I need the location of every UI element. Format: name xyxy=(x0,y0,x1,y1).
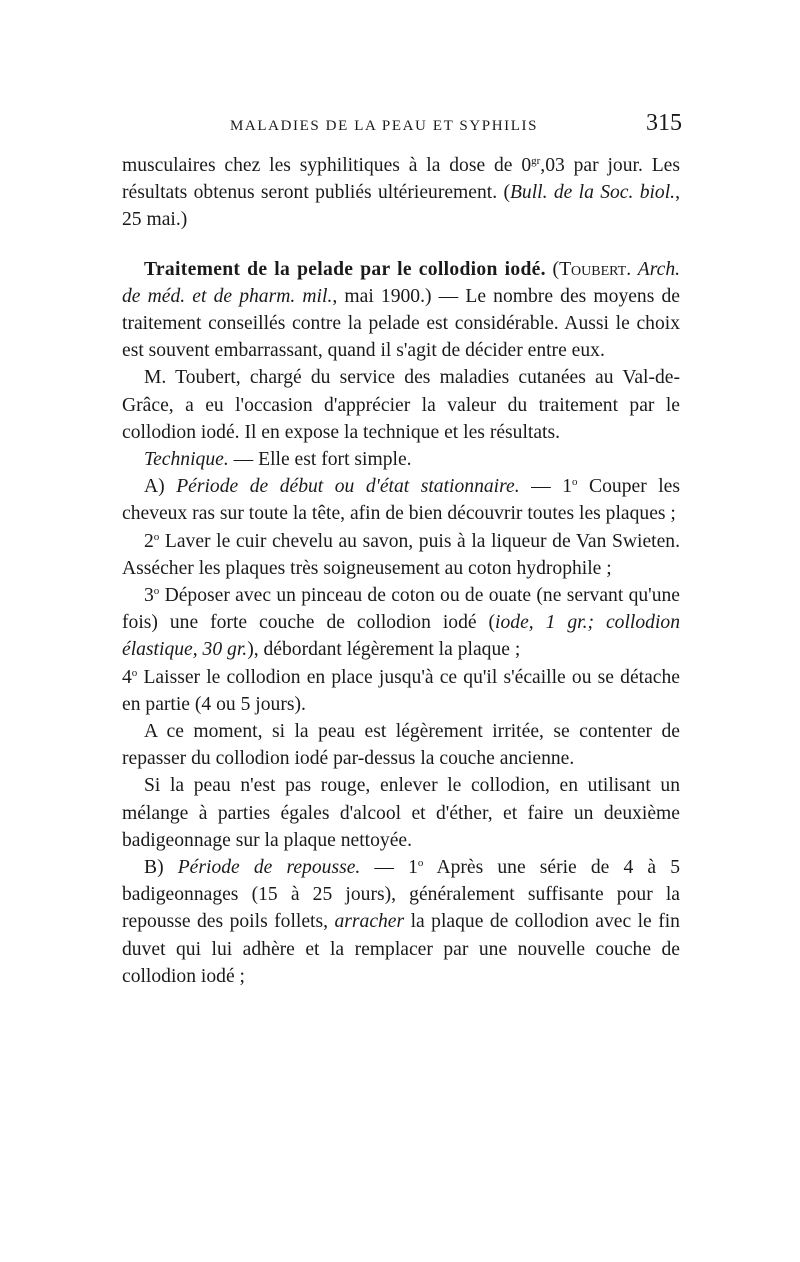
technique-label: Technique. xyxy=(144,449,229,471)
text-span: Déposer avec un pinceau de coton ou de ouate (ne servant qu'une fois) une forte couche de collodion iodé ( xyxy=(122,585,680,634)
article-paragraph xyxy=(122,256,680,365)
step-number: 3 xyxy=(144,585,154,607)
step-paragraph xyxy=(122,582,680,664)
page-number: 315 xyxy=(646,110,682,136)
text-span: musculaires chez les syphilitiques à la dose de 0 xyxy=(122,155,532,176)
text-span: — Elle est fort simple. xyxy=(228,449,412,471)
step-paragraph xyxy=(122,473,680,527)
text-span: Après une série de 4 à 5 badigeonnages (15 à 25 jours), généralement suffisante pour la repousse des poils follets, xyxy=(122,857,680,933)
section-marker: B) xyxy=(144,857,178,879)
text-span: la plaque de collodion avec le fin duvet qui lui adhère et la remplacer par une nouvelle couche de collodion iodé ; xyxy=(122,911,680,987)
journal-reference: Arch. de méd. et de pharm. mil. xyxy=(122,258,681,307)
page-header xyxy=(122,108,682,142)
step-number: 4 xyxy=(122,666,132,688)
step-paragraph xyxy=(122,528,680,582)
step-number: 2 xyxy=(144,530,154,552)
paragraph: A ce moment, si la peau est légèrement irritée, se contenter de repasser du collodion iodé par-dessus la couche ancienne. xyxy=(122,721,680,770)
superscript: o xyxy=(153,585,160,598)
section-marker: A) xyxy=(144,476,177,498)
text-span: Laver le cuir chevelu au savon, puis à la liqueur de Van Swieten. Assécher les plaques très soigneusement au coton hydrophile ; xyxy=(122,530,680,579)
body-text xyxy=(122,152,680,990)
text-span: ( xyxy=(545,258,560,280)
technique-paragraph xyxy=(122,446,680,473)
text-span: — 1 xyxy=(519,476,573,498)
superscript: o xyxy=(417,857,424,870)
formula: iode, 1 gr.; collodion élastique, 30 gr. xyxy=(122,612,680,661)
text-span: , mai 1900.) — Le nombre des moyens de traitement conseillés contre la pelade est considérable. Aussi le choix est souvent embarrassant, quand il s'agit de décider entre eux. xyxy=(122,285,680,362)
paragraph: Si la peau n'est pas rouge, enlever le collodion, en utilisant un mélange à parties égales d'alcool et d'éther, et faire un deuxième badigeonnage sur la plaque nettoyée. xyxy=(122,775,680,851)
step-paragraph xyxy=(122,664,680,718)
article-title: Traitement de la pelade par le collodion iodé. xyxy=(144,258,546,280)
text-span: ,03 par jour. Les résultats obtenus seront publiés ultérieurement. ( xyxy=(122,155,680,204)
emphasis: arracher xyxy=(334,911,405,933)
period-title: Période de repousse. xyxy=(177,857,361,879)
step-paragraph xyxy=(122,854,680,990)
author-name: Toubert xyxy=(559,258,627,280)
superscript: o xyxy=(153,530,160,543)
period-title: Période de début ou d'état stationnaire. xyxy=(176,476,520,498)
text-span: ), débordant légèrement la plaque ; xyxy=(247,639,521,661)
paragraph-continuation xyxy=(122,152,680,234)
text-span: . xyxy=(626,258,638,280)
superscript: o xyxy=(572,476,578,489)
text-span: Couper les cheveux ras sur toute la tête, afin de bien découvrir toutes les plaques ; xyxy=(122,476,680,525)
superscript: o xyxy=(131,666,138,679)
text-span: Laisser le collodion en place jusqu'à ce qu'il s'écaille ou se détache en partie (4 ou 5 jours). xyxy=(122,666,680,715)
paragraph: M. Toubert, chargé du service des maladies cutanées au Val-de-Grâce, a eu l'occasion d'apprécier la valeur du traitement par le collodion iodé. Il en expose la technique et les résultats. xyxy=(122,367,680,443)
superscript: gr xyxy=(531,155,541,167)
text-span: — 1 xyxy=(360,857,418,879)
running-head: MALADIES DE LA PEAU ET SYPHILIS xyxy=(230,118,539,134)
citation-reference: Bull. de la Soc. biol. xyxy=(509,182,676,204)
text-span: , 25 mai.) xyxy=(122,182,680,231)
